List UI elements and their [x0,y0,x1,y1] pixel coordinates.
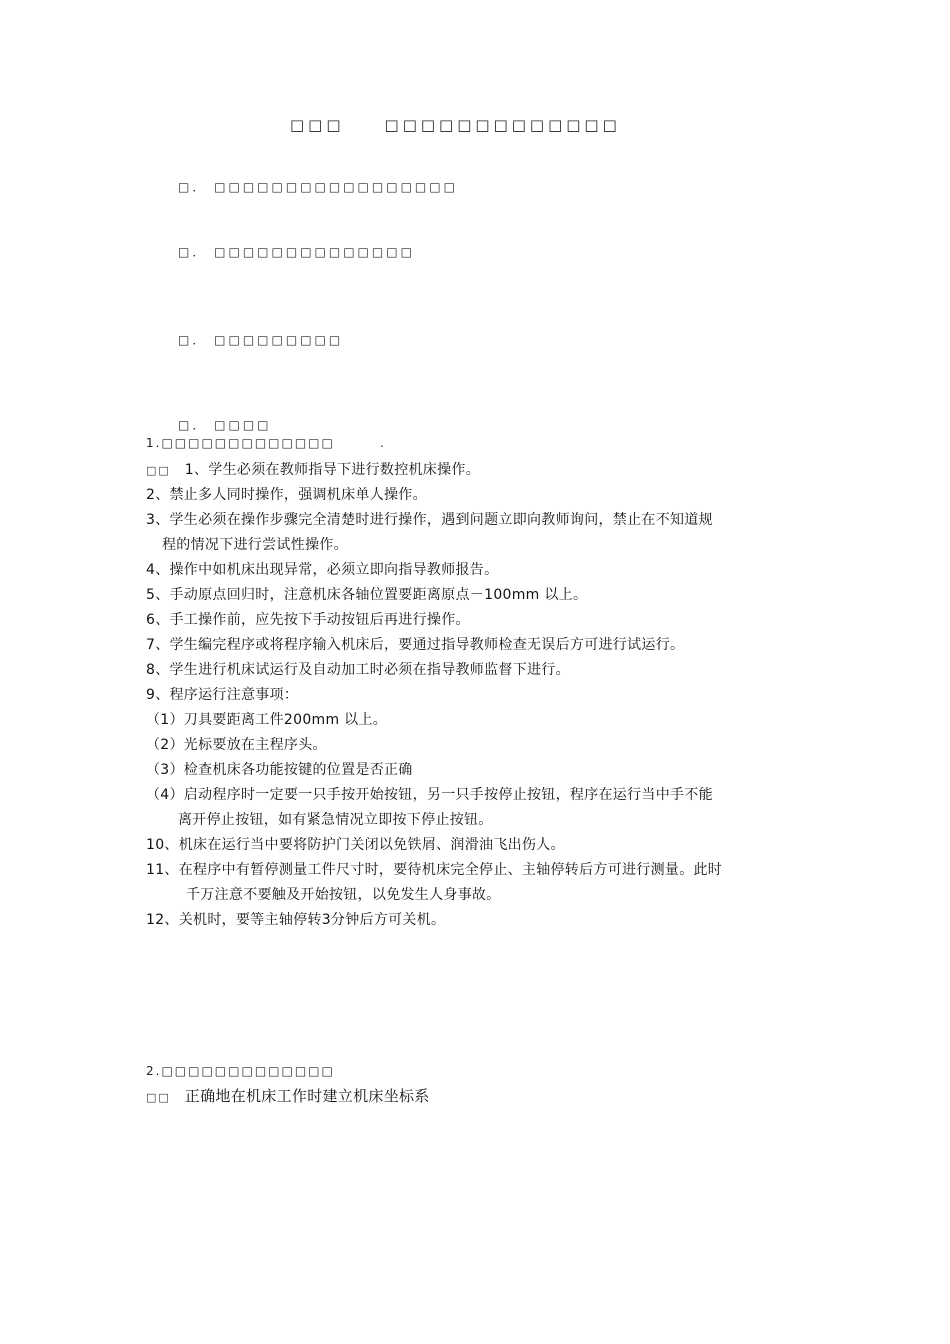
rule-line-9-2: （2）光标要放在主程序头。 [146,737,327,753]
rule-line-3-cont: 程的情况下进行尝试性操作。 [162,537,348,553]
title-text: □□□□□□□□□□□□□ [384,116,621,134]
subsection-heading-2: 2.□□□□□□□□□□□□□ [146,1064,335,1078]
section-heading-1: □． □□□□□□□□□□□□□□□□□ [178,180,458,194]
rule-line-4: 4、操作中如机床出现异常，必须立即向指导教师报告。 [146,562,499,578]
closing-line: □□ 正确地在机床工作时建立机床坐标系 [146,1087,430,1105]
rule-line-12: 12、关机时，要等主轴停转3分钟后方可关机。 [146,912,446,928]
rule-line-9-4: （4）启动程序时一定要一只手按开始按钮，另一只手按停止按钮，程序在运行当中手不能 [146,787,713,803]
rule-prefix: □□ [146,464,171,477]
section-heading-3: □． □□□□□□□□□ [178,333,344,347]
subsection-heading-1: 1.□□□□□□□□□□□□□ [146,436,335,450]
section-heading-2: □． □□□□□□□□□□□□□□ [178,245,415,259]
rule-line-5: 5、手动原点回归时，注意机床各轴位置要距离原点－100mm 以上。 [146,587,588,603]
page-title [290,116,621,134]
rule-line-11: 11、在程序中有暂停测量工件尺寸时，要待机床完全停止、主轴停转后方可进行测量。此时 [146,862,723,878]
rule-line-11-cont: 千万注意不要触及开始按钮，以免发生人身事故。 [186,887,501,903]
rule-line-1: □□ 1、学生必须在教师指导下进行数控机床操作。 [146,462,481,478]
rule-line-3: 3、学生必须在操作步骤完全清楚时进行操作，遇到问题立即向教师询问，禁止在不知道规 [146,512,713,528]
rule-line-9-1: （1）刀具要距离工件200mm 以上。 [146,712,388,728]
rule-line-9-3: （3）检查机床各功能按键的位置是否正确 [146,762,413,778]
rule-line-10: 10、机床在运行当中要将防护门关闭以免铁屑、润滑油飞出伤人。 [146,837,565,853]
rule-line-7: 7、学生编完程序或将程序输入机床后，要通过指导教师检查无误后方可进行试运行。 [146,637,685,653]
rule-line-9-4-cont: 离开停止按钮，如有紧急情况立即按下停止按钮。 [178,812,493,828]
rule-line-2: 2、禁止多人同时操作，强调机床单人操作。 [146,487,427,503]
section-heading-4: □． □□□□ [178,418,272,432]
subsection-dot: . [380,436,384,450]
closing-prefix: □□ [146,1091,171,1104]
rule-line-6: 6、手工操作前，应先按下手动按钮后再进行操作。 [146,612,470,628]
rule-line-9: 9、程序运行注意事项： [146,687,299,703]
rule-line-8: 8、学生进行机床试运行及自动加工时必须在指导教师监督下进行。 [146,662,570,678]
title-prefix: □□□ [290,116,345,134]
